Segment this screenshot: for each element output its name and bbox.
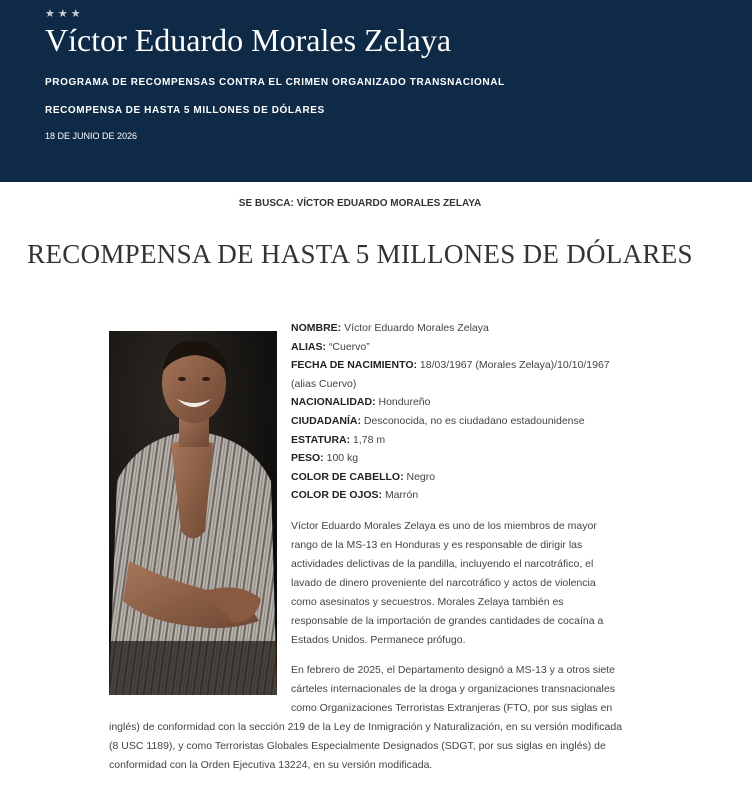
reward-subtitle: RECOMPENSA DE HASTA 5 MILLONES DE DÓLARES <box>45 105 325 116</box>
stars-icon: ★★★ <box>45 8 84 20</box>
page-title: Víctor Eduardo Morales Zelaya <box>45 22 452 58</box>
publish-date: 18 DE JUNIO DE 2026 <box>45 131 138 141</box>
photo-wrap-spacer <box>109 661 291 718</box>
detail-weight: PESO: 100 kg <box>291 452 359 465</box>
page-header <box>0 0 752 182</box>
detail-citizenship: CIUDADANÍA: Desconocida, no es ciudadano estadounidense <box>291 414 585 427</box>
program-link[interactable]: PROGRAMA DE RECOMPENSAS CONTRA EL CRIMEN ORGANIZADO TRANSNACIONAL <box>45 77 505 88</box>
detail-hair-color: COLOR DE CABELLO: Negro <box>291 470 436 483</box>
detail-eye-color: COLOR DE OJOS: Marrón <box>291 489 419 502</box>
wanted-caption: SE BUSCA: VÍCTOR EDUARDO MORALES ZELAYA <box>238 198 482 209</box>
detail-name: NOMBRE: Víctor Eduardo Morales Zelaya <box>291 322 489 334</box>
detail-alias: ALIAS: “Cuervo” <box>291 340 370 353</box>
suspect-details <box>291 319 621 505</box>
reward-heading: RECOMPENSA DE HASTA 5 MILLONES DE DÓLARES <box>27 239 693 269</box>
detail-nationality: NACIONALIDAD: Hondureño <box>291 396 431 409</box>
portrait-image <box>109 331 277 695</box>
suspect-photo <box>109 331 277 695</box>
designation-text: En febrero de 2025, el Departamento designó a MS-13 y a otros siete cárteles internacionales de la droga y organizaciones transnacionales como Organizaciones Terroristas Extranjeras (FTO, por sus siglas en inglés) de conformidad con la sección 219 de la Ley de Inmigración y Naturalización, en su versión modificada (8 USC 1189), y como Terroristas Globales Especialmente Designados (SDGT, por sus siglas en inglés) de conformidad con la Orden Ejecutiva 13224, en su versión modificada. <box>109 664 623 771</box>
designation-paragraph <box>109 661 629 775</box>
detail-height: ESTATURA: 1,78 m <box>291 433 386 446</box>
bio-paragraph: Víctor Eduardo Morales Zelaya es uno de los miembros de mayor rango de la MS-13 en Honduras y es responsable de dirigir las actividades delictivas de la pandilla, incluyendo el narcotráfico, el lavado de dinero proveniente del narcotráfico y actos de violencia como asesinatos y secuestros. Morales Zelaya también es responsable de la importación de grandes cantidades de cocaína a Estados Unidos. Permanece prófugo. <box>291 520 604 646</box>
detail-birthdate: FECHA DE NACIMIENTO: 18/03/1967 (Morales Zelaya)/10/10/1967 (alias Cuervo) <box>291 359 610 390</box>
